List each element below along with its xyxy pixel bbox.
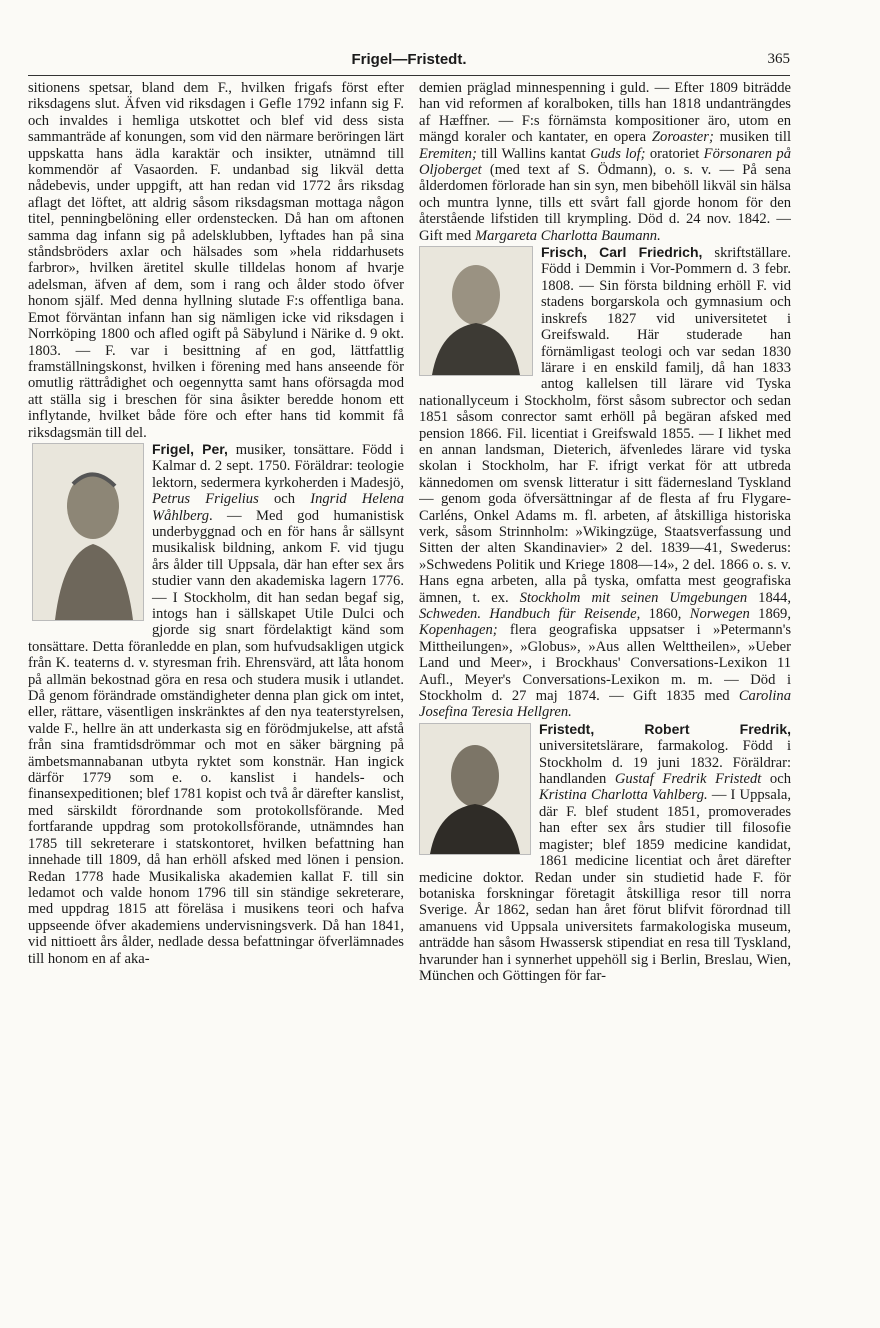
portrait-fristedt <box>419 723 531 855</box>
page-header <box>28 49 790 73</box>
right-column <box>419 80 791 1302</box>
entry-name-frigel: Frigel, Per, <box>152 440 228 457</box>
header-rule <box>28 75 790 76</box>
running-head: Frigel—Fristedt. <box>351 51 467 68</box>
frigel-continuation: demien präglad minnespenning i guld. — Efter 1809 biträdde han vid reformen af koralboken, tills han 1818 undanträngdes af Hæffner. — F:s förnämsta kompositioner äro, utom en mängd koraler och kantater, en opera Zoroaster; musiken till Eremiten; till Wallins kantat Guds lof; oratoriet Försonaren på Oljoberget (med text af S. Ödmann), o. s. v. — På sena ålderdomen förlorade han sin syn, men bibehöll likväl sin hälsa och muntra lynne, tills ett svårt fall gjorde honom för den återstående lifstiden till krympling. Död d. 24 nov. 1842. — Gift med Margareta Charlotta Baumann. <box>419 80 791 244</box>
portrait-frisch <box>419 246 533 376</box>
portrait-frigel <box>32 443 144 621</box>
continuation-text: sitionens spetsar, bland dem F., hvilken frigafs först efter riksdagens slut. Äfven vid riksdagen i Gefle 1792 infann sig F. och invaldes i hemliga utskottet och blef vid dess sista sammanträde af konungen, som vid den närmare beröringen lärt uppskatta hans ädla karaktär och insikter, utnämnd till kommendör af Vasaorden. F. undanbad sig likväl detta nådebevis, under uppgift, att han redan vid 1772 års riksdag aflagt det löftet, att aldrig såsom riksdagsman mottaga någon titel, penningbelöning eller ordenstecken. Då han om aftonen samma dag infann sig på adelsklubben, lyftades han på sina ståndsbröders axlar och hälsades som »hela riddarhusets farbror», hvilken äretitel skulle tilldelas honom af hvarje adelsman, äfven af dem, som i rang och ålder stodo öfver honom själf. Med denna hyllning slutade F:s offentliga bana. Emot förväntan infann han sig nämligen icke vid riksdagen i Norrköping 1800 och afled ogift på Säbylund i Närike d. 9 okt. 1803. — F. var i besittning af en god, lättfattlig framställningskonst, hvilken i förening med hans anseende för omutlig rättrådighet och oegennytta samt hans oförsagda mod att ställa sig i breschen för sina åsikter beredde honom ett inflytande, hvilket både före och efter hans tid kommit få riksdagsmän till del. <box>28 80 404 441</box>
entry-fristedt: Fristedt, Robert Fredrik, universitetslärare, farmakolog. Född i Stockholm d. 19 juni 1832. Föräldrar: handlanden Gustaf Fredrik Fristedt och Kristina Charlotta Vahlberg. — I Uppsala, där F. blef student 1851, promoverades han efter sex års studier till filosofie magister; blef 1859 medicine kandidat, 1861 medicine licentiat och året därefter medicine doktor. Redan under sin studietid hade F. för botaniska forskningar företagit åtskilliga resor till norra Sverige. År 1862, sedan han året förut blifvit förordnad till amanuens vid Uppsala universitets farmakologiska museum, anträdde han såsom Hwassersk stipendiat en resa till Tyskland, hvarunder han i synnerhet uppehöll sig i Berlin, Breslau, Wien, München och Göttingen för far- <box>419 720 791 984</box>
mother-name: Ingrid Helena Wåhlberg <box>152 491 404 524</box>
father-name: Petrus Frigelius <box>152 491 259 508</box>
entry-frigel: Frigel, Per, musiker, tonsättare. Född i Kalmar d. 2 sept. 1750. Föräldrar: teologie lektorn, sedermera kyrkoherden i Madesjö, Petrus Frigelius och Ingrid Helena Wåhlberg. — Med god humanistisk underbyggnad och en för hans år sällsynt musikalisk bildning, ankom F. vid tjugu års ålder till Uppsala, där han efter sex års studier vann den akademiska lagern 1776. — I Stockholm, dit han sedan begaf sig, intogs han i sällskapet Utile Dulci och gjorde sig snart fördelaktigt känd som tonsättare. Detta föranledde en plan, som hufvudsakligen utgick från K. teaterns d. v. styresman frih. Ehrensvärd, att låta honom på allmän bekostnad göra en resa och studera musik i utlandet. Då genom förändrade omständigheter denna plan gick om intet, eller, rättare, väsentligen inskränktes af den nya teaterstyrelsen, valde F., hellre än att underkasta sig en förödmjukelse, att afstå från sina framtidsdrömmar och mot en säker bärgning på ämbetsmannabanan utbyta ryktet som konstnär. Han ingick därför 1779 som e. o. kanslist i handels- och finansexpeditionen; blef 1781 kopist och två år därefter kanslist, med särskildt förordnande som protokollsförande. Med fortfarande uppdrag som protokollsförande, utnämndes han 1785 till sekreterare i statskontoret, hvilken befattning han innehade till 1809, då han erhöll afsked med lönen i pension. Redan 1778 hade Musikaliska akademien kallat F. till sin ledamot och valde honom 1796 till sin ständige sekreterare, med uppdrag 1815 att föreläsa i musikens teori och hafva uppseende öfver akademiens undervisningsverk. Då han 1841, vid nittioett års ålder, nedlade dessa befattningar öfverlämnades till honom en af aka- <box>28 440 404 967</box>
left-column <box>28 80 404 1302</box>
entry-frisch: Frisch, Carl Friedrich, skriftställare. Född i Demmin i Vor-Pommern d. 3 febr. 1808. — Sin första bildning erhöll F. vid stadens borgarskola och gymnasium och inskrefs 1827 vid universitetet i Greifswald. Här studerade han förnämligast teologi och var sedan 1830 lärare i en enskild familj, då han 1833 antog kallelsen till lärare vid Tyska nationallyceum i Stockholm, först såsom subrector och sedan 1851 såsom conrector samt erhöll på begäran afsked med pension 1866. Fil. licentiat i Greifswald 1855. — I likhet med en annan landsman, Dieterich, äfvenledes lärare vid tyska skolan i Stockholm, har F. ifrigt verkat för att utbreda kännedomen om svensk litteratur i sitt fädernesland Tyskland — genom goda öfversättningar af de flesta af fru Flygare-Carléns, Onkel Adams m. fl. arbeten, af åtskilliga historiska verk, såsom Strinnholm: »Wikingzüge, Staatsverfassung und Sitten der alten Skandinavier» 2 del. 1839—41, Swederus: »Schwedens Politik und Kriege 1808—14», 2 del. 1866 o. s. v. Hans egna arbeten, alla på tyska, omfatta mest geografiska ämnen, t. ex. Stockholm mit seinen Umgebungen 1844, Schweden. Handbuch für Reisende, 1860, Norwegen 1869, Kopenhagen; flera geografiska uppsatser i »Petermann's Mittheilungen», »Globus», »Aus allen Welttheilen», »Ueber Land und Meer», i Brockhaus' Conversations-Lexikon 11 Aufl., Meyer's Conversations-Lexikon m. m. — Död i Stockholm d. 27 maj 1874. — Gift 1835 med Carolina Josefina Teresia Hellgren. <box>419 244 791 721</box>
entry-name-frisch: Frisch, Carl Friedrich, <box>541 244 703 261</box>
page-number: 365 <box>767 51 790 67</box>
entry-name-fristedt: Fristedt, Robert Fredrik, <box>539 720 791 737</box>
